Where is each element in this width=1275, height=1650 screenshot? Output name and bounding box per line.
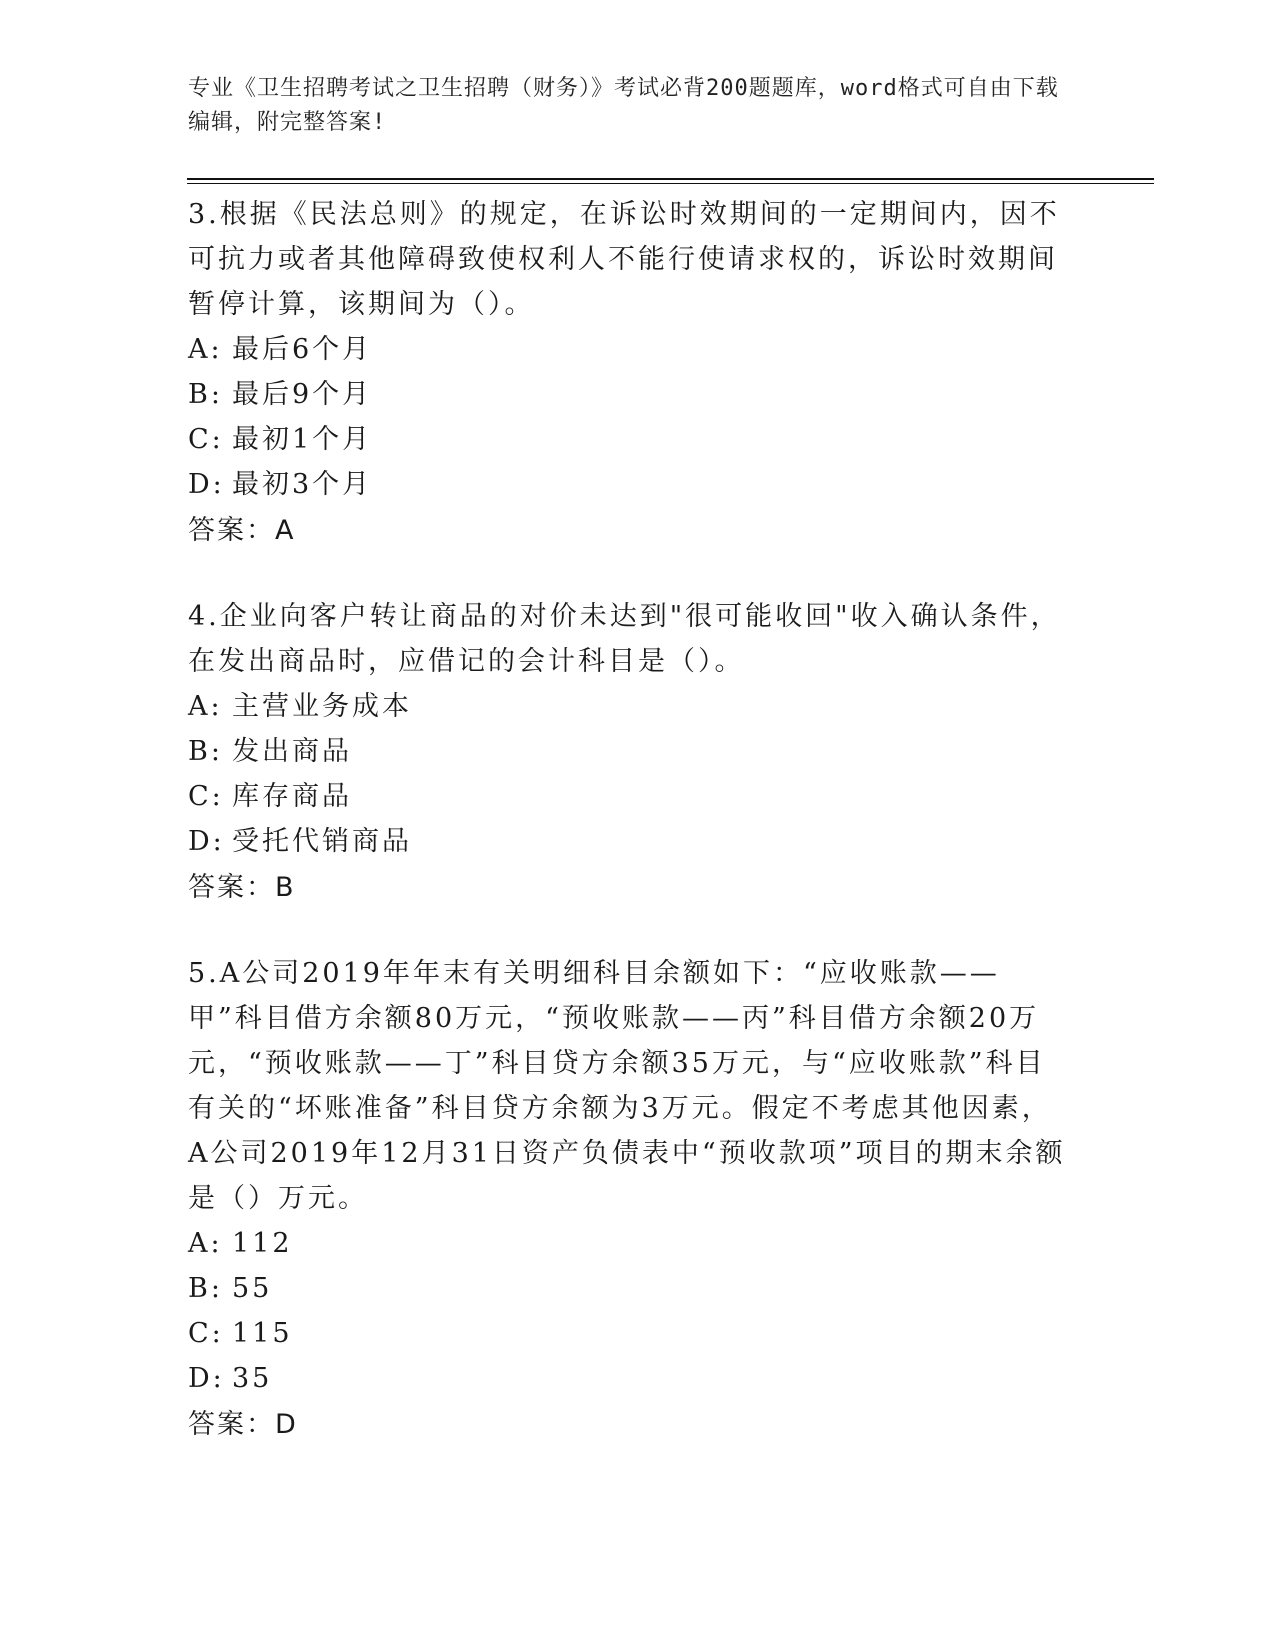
option-letter: D: (188, 1363, 225, 1394)
option-c (188, 417, 1068, 462)
question-stem: 4.企业向客户转让商品的对价未达到"很可能收回"收入确认条件，在发出商品时，应借记的会计科目是（）。 (188, 601, 1061, 677)
answer-line: 答案：D (188, 1409, 298, 1440)
option-d (188, 1356, 1068, 1401)
option-b (188, 729, 1068, 774)
option-letter: A: (188, 334, 223, 365)
option-text: 最后6个月 (232, 334, 373, 365)
option-text: 受托代销商品 (232, 826, 412, 857)
option-d (188, 462, 1068, 507)
option-a (188, 684, 1068, 729)
option-d (188, 819, 1068, 864)
option-letter: C: (188, 781, 224, 812)
option-c (188, 1311, 1068, 1356)
option-letter: B: (188, 379, 223, 410)
header-divider-thin (187, 183, 1154, 184)
question-5 (188, 951, 1068, 1448)
option-letter: C: (188, 1318, 224, 1349)
question-3 (188, 192, 1068, 554)
option-text: 最后9个月 (232, 379, 373, 410)
option-c (188, 774, 1068, 819)
option-a (188, 1221, 1068, 1266)
document-header: 专业《卫生招聘考试之卫生招聘（财务）》考试必背200题题库，word格式可自由下载编辑，附完整答案! (188, 76, 1059, 135)
option-letter: D: (188, 826, 225, 857)
question-stem: 5.A公司2019年年末有关明细科目余额如下：“应收账款——甲”科目借方余额80万元，“预收账款——丙”科目借方余额20万元，“预收账款——丁”科目贷方余额35万元，与“应收账款”科目有关的“坏账准备”科目贷方余额为3万元。假定不考虑其他因素，A公司2019年12月31日资产负债表中“预收款项”项目的期末余额是（）万元。 (188, 958, 1066, 1214)
header-divider-thick (187, 178, 1154, 180)
option-text: 主营业务成本 (232, 691, 412, 722)
option-a (188, 327, 1068, 372)
option-text: 发出商品 (232, 736, 352, 767)
question-4 (188, 594, 1068, 911)
option-letter: B: (188, 1273, 223, 1304)
answer-line: 答案：A (188, 515, 296, 546)
option-text: 最初1个月 (232, 424, 373, 455)
option-text: 35 (232, 1363, 273, 1394)
option-b (188, 1266, 1068, 1311)
option-text: 115 (232, 1318, 293, 1349)
option-text: 55 (232, 1273, 273, 1304)
option-letter: D: (188, 469, 225, 500)
option-b (188, 372, 1068, 417)
answer-line: 答案：B (188, 872, 296, 903)
option-text: 112 (232, 1228, 293, 1259)
question-stem: 3.根据《民法总则》的规定，在诉讼时效期间的一定期间内，因不可抗力或者其他障碍致使权利人不能行使请求权的，诉讼时效期间暂停计算，该期间为（）。 (188, 199, 1060, 320)
option-letter: B: (188, 736, 223, 767)
option-letter: C: (188, 424, 224, 455)
option-letter: A: (188, 691, 223, 722)
option-text: 最初3个月 (232, 469, 373, 500)
question-list (188, 192, 1068, 1488)
option-letter: A: (188, 1228, 223, 1259)
option-text: 库存商品 (232, 781, 352, 812)
